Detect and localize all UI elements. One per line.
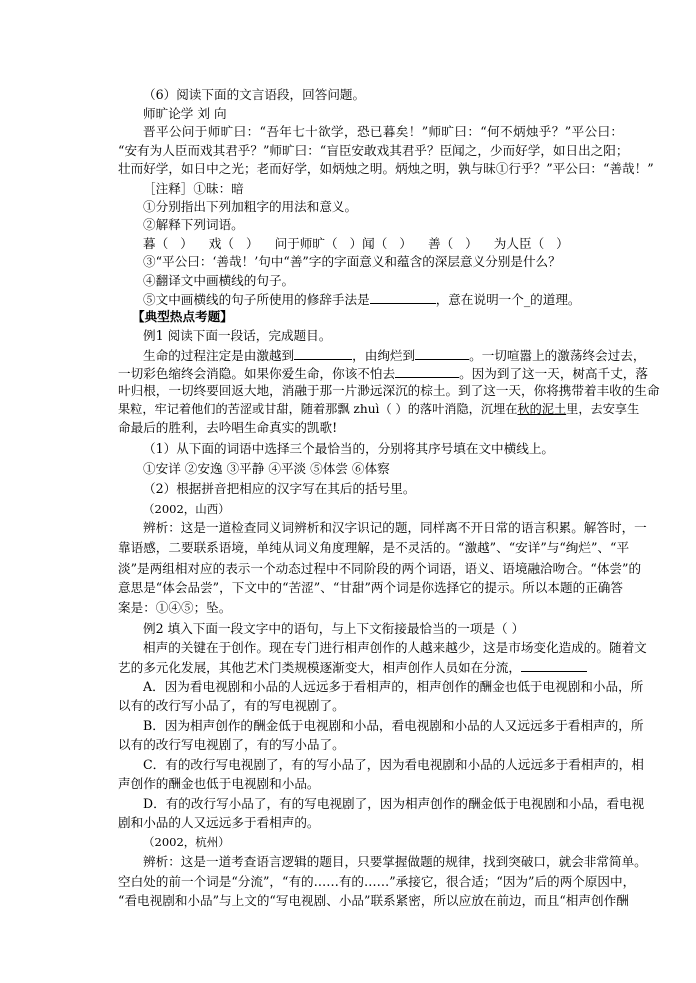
word-list: 暮（ ） 戏（ ） 问于师旷（ ）闻（ ） 善（ ） 为人臣（ ） (143, 236, 569, 251)
example-1-heading: 例1 阅读下面一段话，完成题目。 (143, 328, 332, 343)
ex2-option-d-cont: 剧和小品的人又远远多于看相声的。 (118, 815, 320, 830)
ex2-option-a: A．因为看电视剧和小品的人远远多于看相声的，相声创作的酬金也低于电视剧和小品，所 (143, 679, 644, 694)
ex1-passage-line: 果粒，牢记着他们的苦涩或甘甜，随着那飘 zhuì（ ）的落叶消隐，沉埋在秋的泥土里，去安享生 (118, 402, 640, 416)
question-5: ⑤文中画横线的句子所使用的修辞手法是 ，意在说明一个_的道理。 (143, 292, 581, 307)
answer-blank (395, 365, 459, 378)
section-title: 【典型热点考题】 (132, 309, 233, 324)
ex1-subquestion-2: （2）根据拼音把相应的汉字写在其后的括号里。 (143, 481, 416, 496)
ex2-analysis-line: “看电视剧和小品”与上文的“写电视剧、小品”联系紧密，所以应放在前边，而且“相声创作酬 (118, 893, 629, 908)
ex1-source: （2002，山西） (143, 502, 230, 516)
answer-blank (294, 347, 352, 360)
passage-note: ［注释］①昧：暗 (143, 181, 244, 196)
passage-title: 师旷论学 刘 向 (143, 106, 227, 121)
ex2-source: （2002，杭州） (143, 835, 230, 849)
question-4: ④翻译文中画横线的句子。 (143, 273, 295, 288)
ex2-analysis-line: 空白处的前一个词是“分流”，“有的……有的……”承接它，很合适；“因为”后的两个原因中， (118, 874, 636, 889)
q6-intro: （6）阅读下面的文言语段，回答问题。 (143, 87, 366, 102)
ex2-passage-line: 艺的多元化发展，其他艺术门类规模逐渐变大，相声创作人员如在分流， (118, 659, 623, 676)
ex2-passage-line: 相声的关键在于创作。现在专门进行相声创作的人越来越少，这是市场变化造成的。随着文 (143, 640, 647, 655)
ex1-analysis-line: 淡”是两组相对应的表示一个动态过程中不同阶段的两个词语，语义、语境融洽吻合。“体尝”的 (118, 561, 642, 576)
ex2-option-b-cont: 以有的改行写电视剧了，有的写小品了。 (118, 737, 345, 752)
ex2-analysis-line: 辨析：这是一道考查语言逻辑的题目，只要掌握做题的规律，找到突破口，就会非常简单。 (143, 854, 647, 869)
question-1: ①分别指出下列加粗字的用法和意义。 (143, 199, 358, 214)
question-3: ③“平公曰：‘善哉！’句中“善”字的字面意义和蕴含的深层意义分别是什么？ (143, 254, 561, 269)
ex1-analysis-line: 案是：①④⑤；坠。 (118, 600, 232, 615)
question-2: ②解释下列词语。 (143, 217, 244, 232)
example-2-heading: 例2 填入下面一段文字中的语句，与上下文衔接最恰当的一项是（ ） (143, 621, 525, 636)
passage-line: “安有为人臣而戏其君乎？”师旷曰：“盲臣安敢戏其君乎？臣闻之，少而好学，如日出之阳； (118, 143, 629, 158)
ex1-passage-line: 生命的过程注定是由激越到 ，由绚烂到 。一切喧嚣上的激荡终会过去， (143, 348, 646, 363)
passage-line: 壮而好学，如日中之光；老而好学，如炳烛之明。炳烛之明，孰与昧①行乎？”平公曰：“善哉！” (118, 161, 654, 176)
ex1-passage-line: 命最后的胜利，去吟唱生命真实的凯歌! (118, 420, 338, 435)
ex2-option-c-cont: 声创作的酬金也低于电视剧和小品。 (118, 776, 320, 791)
ex1-passage-line: 一切彩色缩终会消隐。如果你爱生命，你该不怕去 。因为到了这一天，树高千丈，落 (118, 366, 648, 381)
ex2-option-a-cont: 以有的改行写小品了，有的写电视剧了。 (118, 698, 345, 713)
ex2-option-c: C．有的改行写电视剧了，有的写小品了，因为看电视剧和小品的人远远多于看相声的，相 (143, 757, 644, 772)
answer-blank (521, 659, 587, 672)
ex1-subquestion-1: （1）从下面的词语中选择三个最恰当的，分别将其序号填在文中横线上。 (143, 441, 555, 456)
ex2-option-b: B．因为相声创作的酬金低于电视剧和小品，看电视剧和小品的人又远远多于看相声的，所 (143, 718, 644, 733)
answer-blank (415, 347, 469, 360)
ex2-option-d: D．有的改行写小品了，有的写电视剧了，因为相声创作的酬金低于电视剧和小品，看电视 (143, 796, 645, 811)
ex1-passage-line: 叶归根，一切终要回返大地，消融于那一片渺远深沉的棕土。到了这一天，你将携带着丰收的生命 (118, 383, 660, 398)
ex1-analysis-line: 辨析：这是一道检查同义词辨析和汉字识记的题，同样离不开日常的语言积累。解答时，一 (143, 520, 647, 535)
ex1-analysis-line: 意思是“体会品尝”，下文中的“苦涩”、“甘甜”两个词是你选择它的提示。所以本题的正确答 (118, 580, 623, 595)
ex1-options: ①安详 ②安逸 ③平静 ④平淡 ⑤体尝 ⑥体察 (143, 461, 390, 476)
ex1-analysis-line: 靠语感，二要联系语境，单纯从词义角度理解，是不灵活的。“激越”、“安详”与“绚烂”、“平 (118, 540, 630, 555)
passage-line: 晋平公问于师旷曰：“吾年七十欲学，恐已暮矣！”师旷曰：“何不炳烛乎？”平公曰： (143, 124, 623, 139)
answer-blank (370, 291, 436, 304)
